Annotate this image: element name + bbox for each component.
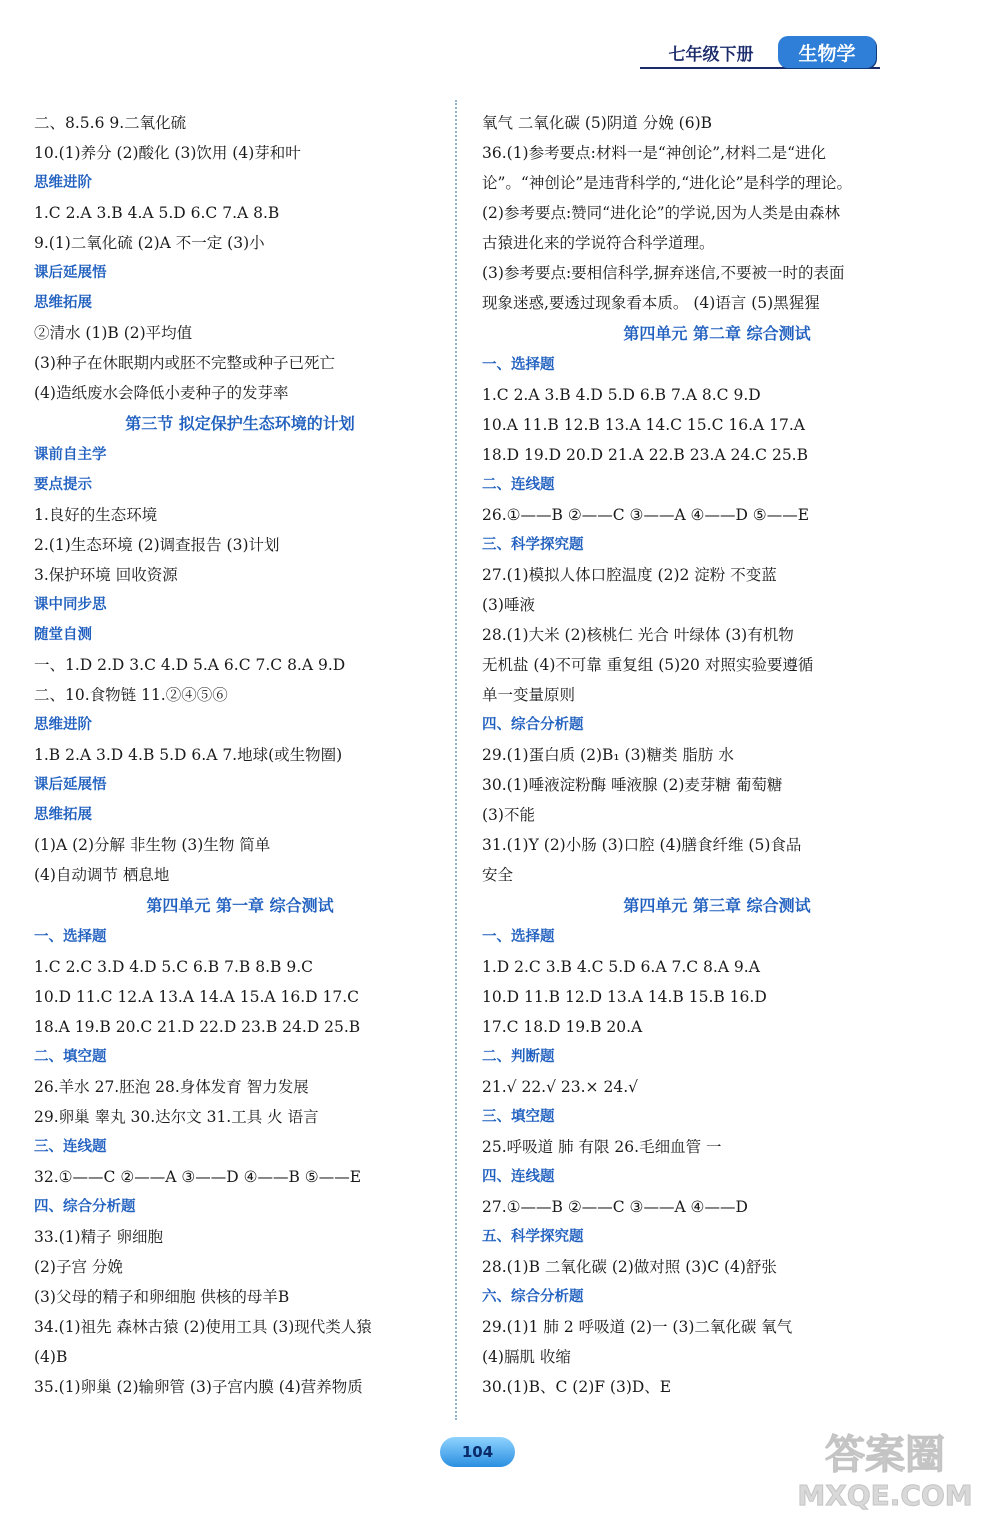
answer-line: 28.(1)大米 (2)核桃仁 光合 叶绿体 (3)有机物: [482, 626, 794, 644]
answer-line: (4)自动调节 栖息地: [34, 866, 170, 884]
section-label: 随堂自测: [34, 627, 92, 643]
answer-line: 34.(1)祖先 森林古猿 (2)使用工具 (3)现代类人猿: [34, 1318, 372, 1336]
answer-line: (3)唾液: [482, 596, 535, 614]
section-label: 课后延展悟: [34, 265, 107, 281]
answer-line: 26.①——B ②——C ③——A ④——D ⑤——E: [482, 506, 810, 524]
section-label: 课前自主学: [34, 447, 107, 463]
answer-line: 1.B 2.A 3.D 4.B 5.D 6.A 7.地球(或生物圈): [34, 746, 343, 764]
answer-line: (4)膈肌 收缩: [482, 1348, 571, 1366]
answer-line: ②清水 (1)B (2)平均值: [34, 324, 193, 342]
answer-line: 单一变量原则: [482, 686, 576, 704]
answer-line: 32.①——C ②——A ③——D ④——B ⑤——E: [34, 1168, 362, 1186]
page-number: 104: [440, 1437, 515, 1467]
answer-line: (3)不能: [482, 806, 535, 824]
answer-line: 29.卵巢 睾丸 30.达尔文 31.工具 火 语言: [34, 1108, 319, 1126]
section-label: 五、科学探究题: [482, 1229, 584, 1245]
answer-line: 现象迷惑,要透过现象看本质。 (4)语言 (5)黑猩猩: [482, 294, 820, 312]
header-grade: 七年级下册: [668, 45, 754, 65]
answer-line: 28.(1)B 二氧化碳 (2)做对照 (3)C (4)舒张: [482, 1258, 777, 1276]
section-label: 一、选择题: [482, 357, 555, 373]
answer-line: 27.①——B ②——C ③——A ④——D: [482, 1198, 748, 1216]
answer-line: 1.D 2.C 3.B 4.C 5.D 6.A 7.C 8.A 9.A: [482, 958, 760, 976]
section-label: 四、综合分析题: [34, 1199, 136, 1215]
section-title: 第四单元 第一章 综合测试: [146, 896, 334, 915]
section-label: 要点提示: [34, 477, 92, 493]
section-label: 课后延展悟: [34, 777, 107, 793]
answer-line: 27.(1)模拟人体口腔温度 (2)2 淀粉 不变蓝: [482, 566, 777, 584]
answer-line: 论”。“神创论”是违背科学的,“进化论”是科学的理论。: [482, 174, 853, 192]
section-title: 第四单元 第三章 综合测试: [623, 896, 811, 915]
section-label: 一、选择题: [482, 929, 555, 945]
answer-line: 18.D 19.D 20.D 21.A 22.B 23.A 24.C 25.B: [482, 446, 808, 464]
section-label: 三、填空题: [482, 1109, 555, 1125]
answer-line: 1.C 2.A 3.B 4.A 5.D 6.C 7.A 8.B: [34, 204, 280, 222]
answer-line: 安全: [482, 866, 514, 884]
answer-line: 1.C 2.C 3.D 4.D 5.C 6.B 7.B 8.B 9.C: [34, 958, 313, 976]
answer-line: 2.(1)生态环境 (2)调查报告 (3)计划: [34, 536, 280, 554]
answer-line: 二、10.食物链 11.②④⑤⑥: [34, 686, 228, 704]
left-column: [34, 108, 446, 1402]
section-label: 六、综合分析题: [482, 1289, 584, 1305]
section-label: 四、连线题: [482, 1169, 555, 1185]
right-column: [482, 108, 952, 1402]
answer-line: 二、8.5.6 9.二氧化硫: [34, 114, 187, 132]
svg-text:答案圈: 答案圈: [825, 1432, 945, 1478]
answer-line: 10.D 11.B 12.D 13.A 14.B 15.B 16.D: [482, 988, 767, 1006]
answer-line: 31.(1)Y (2)小肠 (3)口腔 (4)膳食纤维 (5)食品: [482, 836, 802, 854]
answer-line: 29.(1)蛋白质 (2)B₁ (3)糖类 脂肪 水: [482, 746, 734, 764]
answer-line: (2)子宫 分娩: [34, 1258, 123, 1276]
section-label: 二、填空题: [34, 1049, 107, 1065]
svg-text:MXQE.COM: MXQE.COM: [797, 1479, 973, 1512]
answer-line: 30.(1)唾液淀粉酶 唾液腺 (2)麦芽糖 葡萄糖: [482, 776, 783, 794]
section-label: 思维进阶: [34, 717, 92, 733]
answer-line: 25.呼吸道 肺 有限 26.毛细血管 一: [482, 1138, 722, 1156]
answer-line: 17.C 18.D 19.B 20.A: [482, 1018, 643, 1036]
answer-line: 18.A 19.B 20.C 21.D 22.D 23.B 24.D 25.B: [34, 1018, 361, 1036]
section-title: 第三节 拟定保护生态环境的计划: [125, 414, 355, 433]
section-label: 思维拓展: [34, 807, 92, 823]
answer-line: 氧气 二氧化碳 (5)阴道 分娩 (6)B: [482, 114, 713, 132]
answer-line: 33.(1)精子 卵细胞: [34, 1228, 164, 1246]
answer-line: 3.保护环境 回收资源: [34, 566, 178, 584]
answer-line: (3)父母的精子和卵细胞 供核的母羊B: [34, 1288, 290, 1306]
section-label: 三、连线题: [34, 1139, 107, 1155]
answer-line: 21.√ 22.√ 23.× 24.√: [482, 1078, 638, 1096]
answer-line: (2)参考要点:赞同“进化论”的学说,因为人类是由森林: [482, 204, 840, 222]
answer-line: (3)种子在休眠期内或胚不完整或种子已死亡: [34, 354, 335, 372]
answer-line: 9.(1)二氧化硫 (2)A 不一定 (3)小: [34, 234, 265, 252]
answer-line: 29.(1)1 肺 2 呼吸道 (2)一 (3)二氧化碳 氧气: [482, 1318, 793, 1336]
answer-line: 35.(1)卵巢 (2)输卵管 (3)子宫内膜 (4)营养物质: [34, 1378, 363, 1396]
answer-line: (3)参考要点:要相信科学,摒弃迷信,不要被一时的表面: [482, 264, 845, 282]
subject-badge: 生物学: [778, 36, 876, 68]
column-divider: [455, 100, 457, 1420]
answer-line: 古猿进化来的学说符合科学道理。: [482, 234, 715, 252]
answer-line: 30.(1)B、C (2)F (3)D、E: [482, 1378, 672, 1396]
section-label: 课中同步思: [34, 597, 107, 613]
answer-line: 36.(1)参考要点:材料一是“神创论”,材料二是“进化: [482, 144, 827, 162]
answer-line: 26.羊水 27.胚泡 28.身体发育 智力发展: [34, 1078, 309, 1096]
answer-line: (4)B: [34, 1348, 68, 1366]
answer-line: 1.C 2.A 3.B 4.D 5.D 6.B 7.A 8.C 9.D: [482, 386, 761, 404]
answer-line: (1)A (2)分解 非生物 (3)生物 简单: [34, 836, 271, 854]
answer-line: 10.A 11.B 12.B 13.A 14.C 15.C 16.A 17.A: [482, 416, 805, 434]
watermark-logo: [790, 1420, 980, 1515]
section-label: 二、判断题: [482, 1049, 555, 1065]
section-label: 四、综合分析题: [482, 717, 584, 733]
section-label: 三、科学探究题: [482, 537, 584, 553]
answer-line: 无机盐 (4)不可靠 重复组 (5)20 对照实验要遵循: [482, 656, 814, 674]
section-label: 思维进阶: [34, 175, 92, 191]
section-label: 思维拓展: [34, 295, 92, 311]
answer-line: 10.(1)养分 (2)酸化 (3)饮用 (4)芽和叶: [34, 144, 301, 162]
section-title: 第四单元 第二章 综合测试: [623, 324, 811, 343]
section-label: 二、连线题: [482, 477, 555, 493]
answer-line: 1.良好的生态环境: [34, 506, 158, 524]
answer-line: (4)造纸废水会降低小麦种子的发芽率: [34, 384, 289, 402]
answer-line: 一、1.D 2.D 3.C 4.D 5.A 6.C 7.C 8.A 9.D: [34, 656, 346, 674]
section-label: 一、选择题: [34, 929, 107, 945]
answer-line: 10.D 11.C 12.A 13.A 14.A 15.A 16.D 17.C: [34, 988, 360, 1006]
